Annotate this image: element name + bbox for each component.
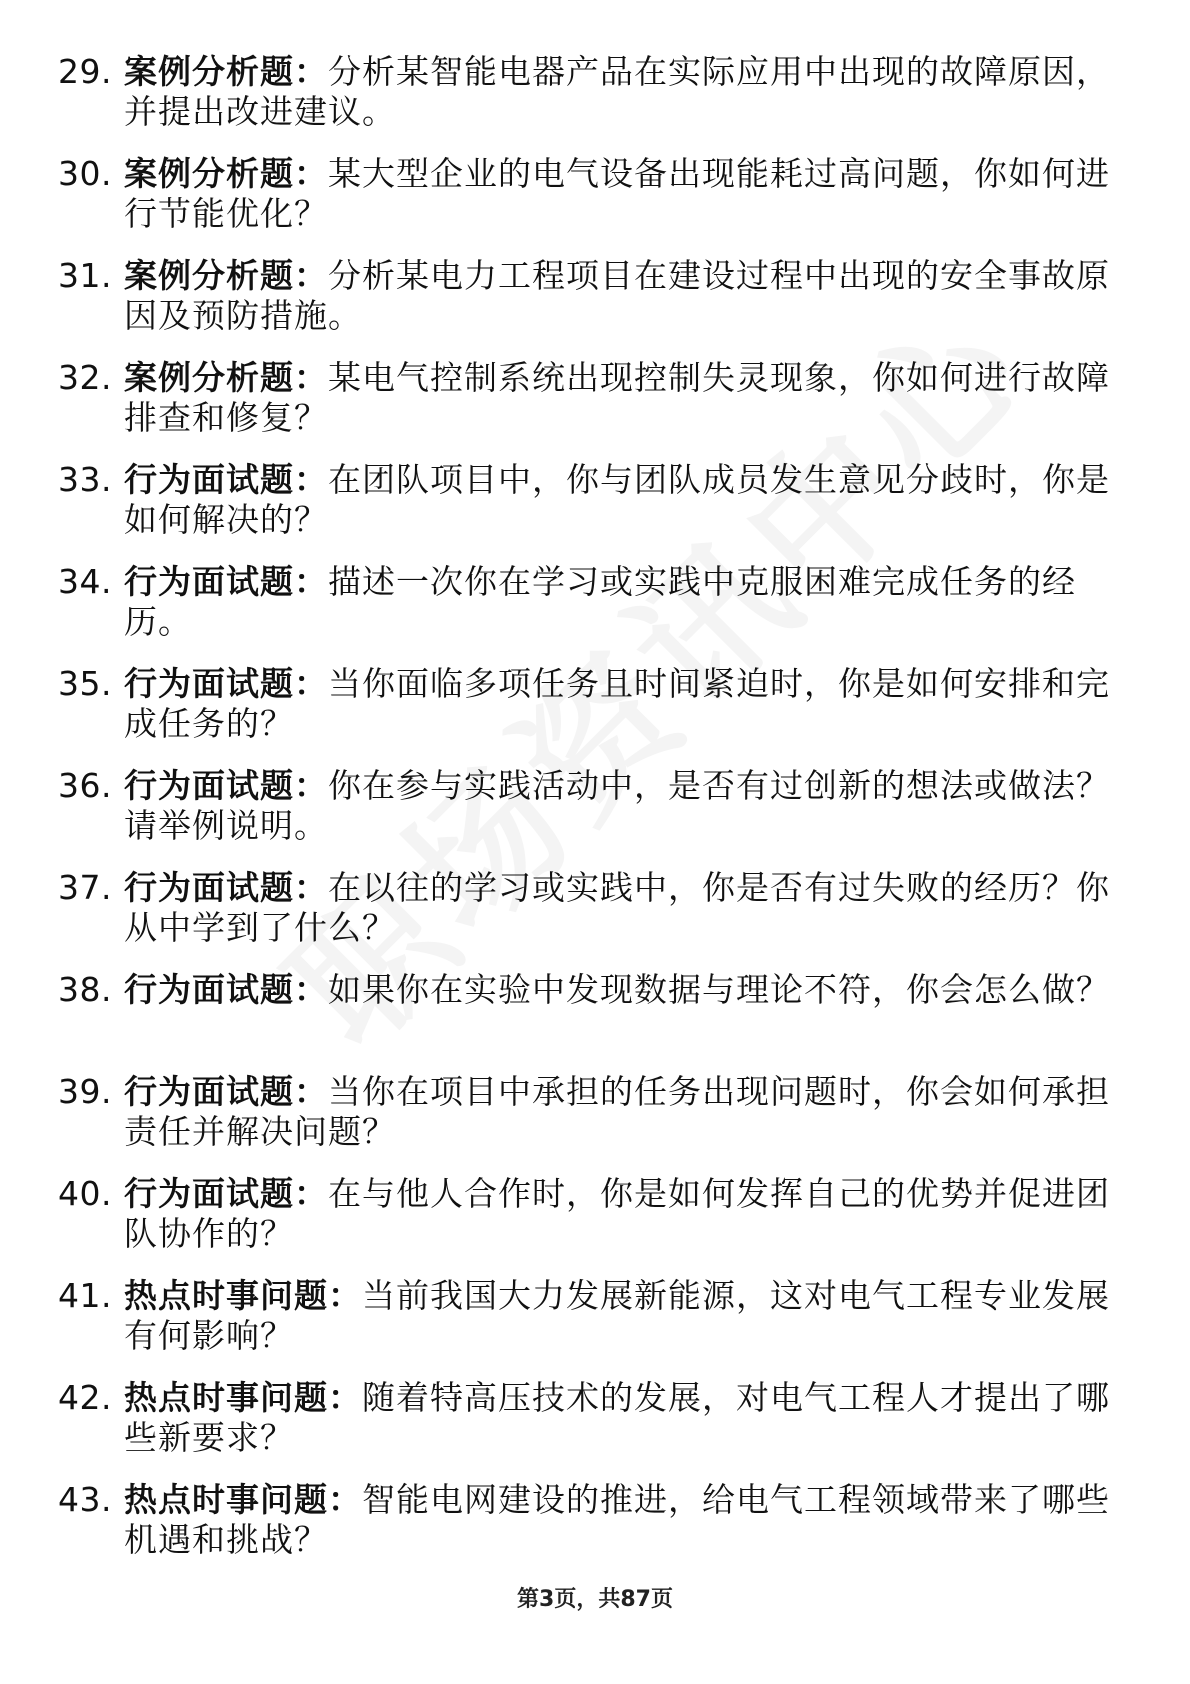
question-body (124, 1480, 1128, 1560)
question-category: 案例分析题： (124, 358, 328, 397)
page-footer (0, 1582, 1190, 1613)
question-number: 32. (58, 358, 112, 397)
question-body (124, 970, 1128, 1010)
question-body (124, 664, 1128, 744)
question-category: 行为面试题： (124, 562, 328, 601)
question-number: 43. (58, 1480, 112, 1519)
question-text: 当你在项目中承担的任务出现问题时，你会如何承担责任并解决问题？ (124, 1072, 1110, 1151)
question-number: 33. (58, 460, 112, 499)
question-body (124, 256, 1128, 336)
question-number: 38. (58, 970, 112, 1009)
question-number: 34. (58, 562, 112, 601)
question-number: 36. (58, 766, 112, 805)
question-text: 当前我国大力发展新能源，这对电气工程专业发展有何影响？ (124, 1276, 1110, 1355)
question-text: 描述一次你在学习或实践中克服困难完成任务的经历。 (124, 562, 1076, 641)
question-number: 31. (58, 256, 112, 295)
question-item (58, 1378, 1128, 1480)
question-item (58, 664, 1128, 766)
question-text: 随着特高压技术的发展，对电气工程人才提出了哪些新要求？ (124, 1378, 1110, 1457)
question-number: 41. (58, 1276, 112, 1315)
question-number: 37. (58, 868, 112, 907)
question-body (124, 562, 1128, 642)
question-item (58, 766, 1128, 868)
question-category: 行为面试题： (124, 460, 328, 499)
question-text: 某大型企业的电气设备出现能耗过高问题，你如何进行节能优化？ (124, 154, 1110, 233)
question-body (124, 766, 1128, 846)
question-body (124, 154, 1128, 234)
question-category: 热点时事问题： (124, 1480, 362, 1519)
question-category: 行为面试题： (124, 1174, 328, 1213)
question-text: 分析某智能电器产品在实际应用中出现的故障原因，并提出改进建议。 (124, 52, 1110, 131)
question-body (124, 1276, 1128, 1356)
question-text: 分析某电力工程项目在建设过程中出现的安全事故原因及预防措施。 (124, 256, 1110, 335)
question-item (58, 868, 1128, 970)
question-body (124, 358, 1128, 438)
question-number: 42. (58, 1378, 112, 1417)
question-item (58, 52, 1128, 154)
question-category: 行为面试题： (124, 868, 328, 907)
question-category: 行为面试题： (124, 970, 328, 1009)
question-list (58, 52, 1128, 1582)
question-item (58, 1174, 1128, 1276)
question-body (124, 1072, 1128, 1152)
question-text: 某电气控制系统出现控制失灵现象，你如何进行故障排查和修复？ (124, 358, 1110, 437)
question-text: 在团队项目中，你与团队成员发生意见分歧时，你是如何解决的？ (124, 460, 1110, 539)
question-item (58, 1276, 1128, 1378)
question-item (58, 970, 1128, 1072)
question-text: 在以往的学习或实践中，你是否有过失败的经历？你从中学到了什么？ (124, 868, 1110, 947)
question-text: 你在参与实践活动中，是否有过创新的想法或做法？请举例说明。 (124, 766, 1110, 845)
question-item (58, 1480, 1128, 1582)
question-body (124, 1174, 1128, 1254)
question-category: 行为面试题： (124, 664, 328, 703)
question-body (124, 1378, 1128, 1458)
question-number: 35. (58, 664, 112, 703)
question-number: 39. (58, 1072, 112, 1111)
question-text: 智能电网建设的推进，给电气工程领域带来了哪些机遇和挑战？ (124, 1480, 1110, 1559)
question-body (124, 868, 1128, 948)
question-category: 案例分析题： (124, 256, 328, 295)
page-number-label: 第3页，共87页 (517, 1587, 673, 1612)
question-number: 29. (58, 52, 112, 91)
question-number: 30. (58, 154, 112, 193)
question-item (58, 358, 1128, 460)
question-body (124, 52, 1128, 132)
question-category: 行为面试题： (124, 1072, 328, 1111)
question-item (58, 460, 1128, 562)
question-category: 案例分析题： (124, 52, 328, 91)
question-body (124, 460, 1128, 540)
question-category: 案例分析题： (124, 154, 328, 193)
question-item (58, 256, 1128, 358)
question-category: 行为面试题： (124, 766, 328, 805)
question-item (58, 1072, 1128, 1174)
question-number: 40. (58, 1174, 112, 1213)
question-text: 在与他人合作时，你是如何发挥自己的优势并促进团队协作的？ (124, 1174, 1110, 1253)
question-item (58, 154, 1128, 256)
question-text: 如果你在实验中发现数据与理论不符，你会怎么做？ (328, 970, 1110, 1009)
question-text: 当你面临多项任务且时间紧迫时，你是如何安排和完成任务的？ (124, 664, 1110, 743)
question-category: 热点时事问题： (124, 1378, 362, 1417)
question-item (58, 562, 1128, 664)
question-category: 热点时事问题： (124, 1276, 362, 1315)
